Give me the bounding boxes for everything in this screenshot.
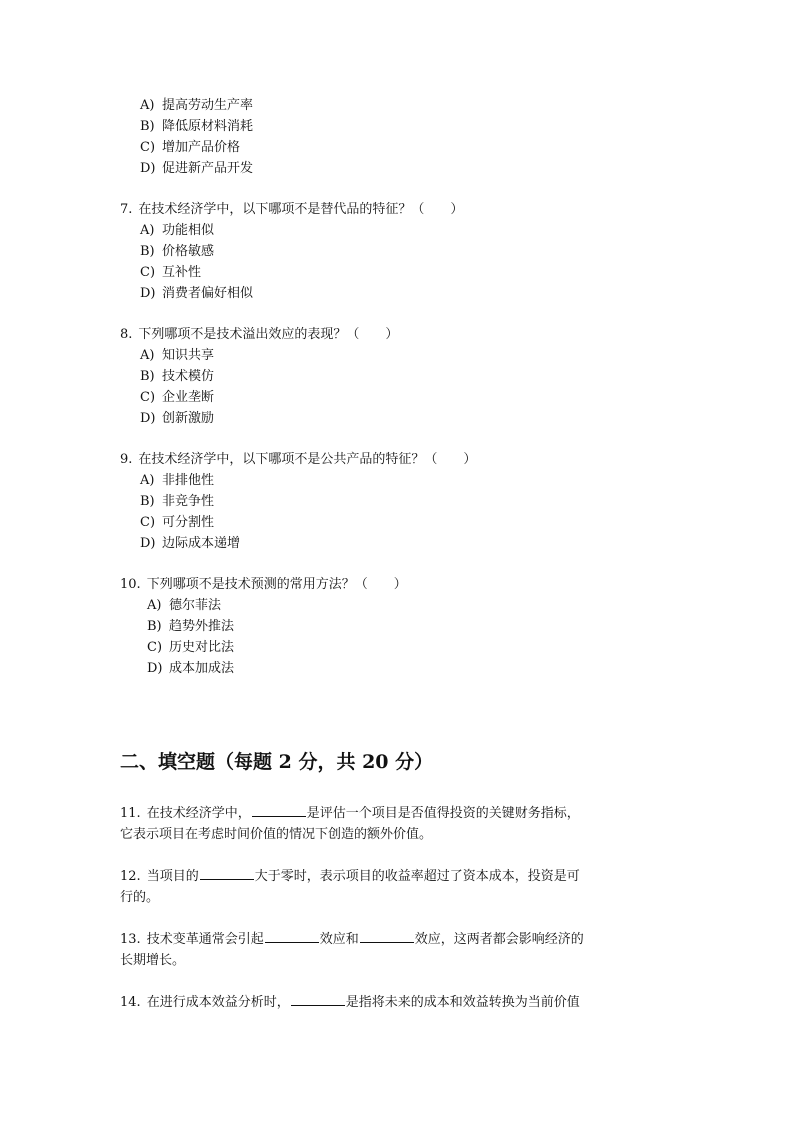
q14-line-1 bbox=[120, 992, 580, 1014]
option-text: 技术模仿 bbox=[162, 369, 215, 384]
option-letter: B) bbox=[140, 494, 155, 509]
question-text-before: 在进行成本效益分析时， bbox=[146, 995, 290, 1010]
q9-option-c bbox=[140, 513, 214, 533]
question-number: 13. bbox=[120, 932, 141, 947]
q12-line-2: 行的。 bbox=[120, 890, 160, 905]
option-letter: C) bbox=[140, 140, 156, 155]
q6-option-b bbox=[140, 117, 253, 137]
option-letter: A) bbox=[140, 348, 155, 363]
option-text: 创新激励 bbox=[162, 411, 215, 426]
q6-option-c bbox=[140, 138, 240, 158]
answer-blank-2[interactable] bbox=[360, 930, 414, 943]
option-text: 德尔菲法 bbox=[169, 598, 222, 613]
q10-option-b bbox=[147, 617, 234, 637]
question-number: 9. bbox=[120, 452, 133, 467]
q8-option-b bbox=[140, 367, 214, 387]
question-text-before: 在技术经济学中， bbox=[146, 806, 251, 821]
q6-option-a bbox=[140, 96, 253, 116]
q9-option-a bbox=[140, 471, 214, 491]
q7-option-d bbox=[140, 284, 253, 304]
q10-option-a bbox=[147, 596, 221, 616]
question-text-before: 当项目的 bbox=[146, 869, 199, 884]
option-letter: C) bbox=[147, 640, 163, 655]
question-text-after: 是评估一个项目是否值得投资的关键财务指标， bbox=[306, 806, 580, 821]
q8-option-d bbox=[140, 409, 214, 429]
q7-option-a bbox=[140, 221, 214, 241]
option-text: 企业垄断 bbox=[162, 390, 215, 405]
option-letter: A) bbox=[140, 98, 155, 113]
option-letter: B) bbox=[140, 369, 155, 384]
q8-option-a bbox=[140, 346, 214, 366]
option-text: 价格敏感 bbox=[162, 244, 215, 259]
option-text: 历史对比法 bbox=[169, 640, 235, 655]
answer-blank[interactable] bbox=[291, 993, 345, 1006]
question-text-after: 是指将未来的成本和效益转换为当前价值 bbox=[345, 995, 580, 1010]
q7-option-b bbox=[140, 242, 214, 262]
question-number: 8. bbox=[120, 327, 133, 342]
question-text: 在技术经济学中，以下哪项不是替代品的特征？（ ） bbox=[138, 202, 464, 217]
option-letter: A) bbox=[147, 598, 162, 613]
question-text-before: 技术变革通常会引起 bbox=[146, 932, 264, 947]
q9-option-d bbox=[140, 534, 240, 554]
q9-option-b bbox=[140, 492, 214, 512]
option-letter: D) bbox=[147, 661, 163, 676]
q11-line-1 bbox=[120, 803, 580, 825]
question-text: 下列哪项不是技术预测的常用方法？（ ） bbox=[146, 577, 407, 592]
section-heading: 二、填空题（每题 2 分，共 20 分） bbox=[120, 751, 434, 773]
option-letter: D) bbox=[140, 536, 156, 551]
q8-stem bbox=[120, 325, 398, 345]
option-text: 消费者偏好相似 bbox=[162, 286, 254, 301]
q10-option-c bbox=[147, 638, 234, 658]
question-number: 11. bbox=[120, 806, 141, 821]
question-number: 12. bbox=[120, 869, 141, 884]
question-number: 14. bbox=[120, 995, 141, 1010]
option-letter: C) bbox=[140, 515, 156, 530]
question-text-after: 大于零时，表示项目的收益率超过了资本成本，投资是可 bbox=[254, 869, 580, 884]
option-letter: D) bbox=[140, 411, 156, 426]
q8-option-c bbox=[140, 388, 214, 408]
question-text-middle: 效应和 bbox=[319, 932, 359, 947]
q13-line-1 bbox=[120, 929, 584, 951]
q9-stem bbox=[120, 450, 476, 470]
question-number: 7. bbox=[120, 202, 133, 217]
q10-option-d bbox=[147, 659, 234, 679]
option-letter: A) bbox=[140, 473, 155, 488]
option-text: 边际成本递增 bbox=[162, 536, 241, 551]
option-letter: D) bbox=[140, 286, 156, 301]
option-letter: D) bbox=[140, 161, 156, 176]
option-text: 促进新产品开发 bbox=[162, 161, 254, 176]
option-text: 趋势外推法 bbox=[169, 619, 235, 634]
q7-option-c bbox=[140, 263, 201, 283]
option-text: 非排他性 bbox=[162, 473, 215, 488]
answer-blank[interactable] bbox=[200, 867, 254, 880]
option-text: 非竞争性 bbox=[162, 494, 215, 509]
q13-line-2: 长期增长。 bbox=[120, 953, 186, 968]
option-letter: C) bbox=[140, 265, 156, 280]
option-letter: A) bbox=[140, 223, 155, 238]
answer-blank-1[interactable] bbox=[265, 930, 319, 943]
option-letter: B) bbox=[140, 119, 155, 134]
q11-line-2: 它表示项目在考虑时间价值的情况下创造的额外价值。 bbox=[120, 827, 433, 842]
option-text: 成本加成法 bbox=[169, 661, 235, 676]
option-letter: B) bbox=[140, 244, 155, 259]
option-text: 互补性 bbox=[162, 265, 202, 280]
question-number: 10. bbox=[120, 577, 141, 592]
option-text: 降低原材料消耗 bbox=[162, 119, 254, 134]
option-text: 知识共享 bbox=[162, 348, 215, 363]
option-text: 提高劳动生产率 bbox=[162, 98, 254, 113]
question-text: 在技术经济学中，以下哪项不是公共产品的特征？（ ） bbox=[138, 452, 477, 467]
q7-stem bbox=[120, 200, 463, 220]
option-text: 增加产品价格 bbox=[162, 140, 241, 155]
option-letter: C) bbox=[140, 390, 156, 405]
option-letter: B) bbox=[147, 619, 162, 634]
q6-option-d bbox=[140, 159, 253, 179]
q10-stem bbox=[120, 575, 407, 595]
question-text-after: 效应，这两者都会影响经济的 bbox=[414, 932, 584, 947]
question-text: 下列哪项不是技术溢出效应的表现？（ ） bbox=[138, 327, 399, 342]
answer-blank[interactable] bbox=[252, 804, 306, 817]
option-text: 可分割性 bbox=[162, 515, 215, 530]
option-text: 功能相似 bbox=[162, 223, 215, 238]
q12-line-1 bbox=[120, 866, 580, 888]
